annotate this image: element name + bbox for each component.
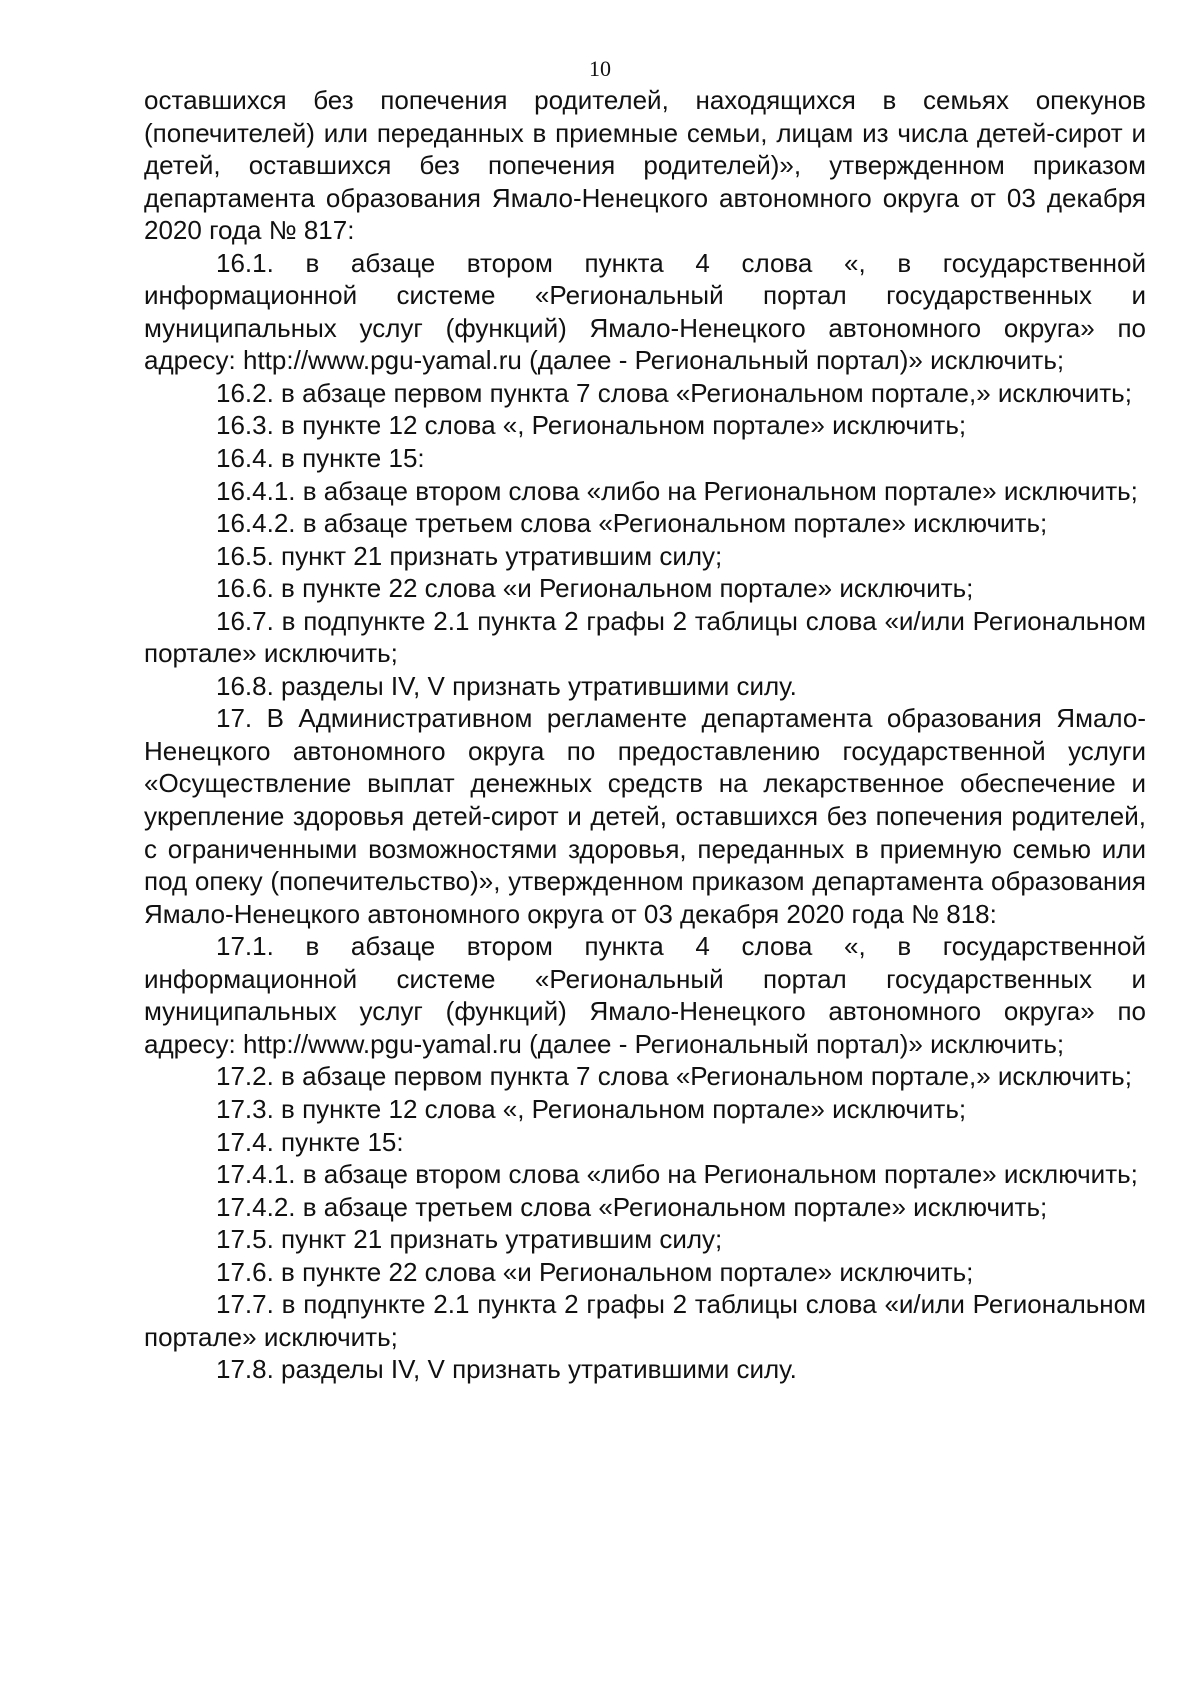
paragraph-17-1: 17.1. в абзаце втором пункта 4 слова «, в государственной информационной системе «Региональный портал государственных и муниципальных услуг (функций) Ямало-Ненецкого автономного округа» по адресу: http://www.pgu-yamal.ru (далее - Региональный портал)» исключить;: [144, 931, 1146, 1059]
paragraph-16-4: 16.4. в пункте 15:: [216, 443, 425, 474]
page-number: 10: [589, 56, 611, 81]
paragraph-16-5: 16.5. пункт 21 признать утратившим силу;: [216, 540, 723, 571]
paragraph-16-1: 16.1. в абзаце втором пункта 4 слова «, в государственной информационной системе «Региональный портал государственных и муниципальных услуг (функций) Ямало-Ненецкого автономного округа» по адресу: http://www.pgu-yamal.ru (далее - Региональный портал)» исключить;: [144, 247, 1146, 376]
paragraph-16-7: 16.7. в подпункте 2.1 пункта 2 графы 2 таблицы слова «и/или Региональном портале» исключить;: [144, 605, 1146, 669]
document-body: [144, 84, 1146, 1386]
paragraph-16-4-1: 16.4.1. в абзаце втором слова «либо на Региональном портале» исключить;: [216, 475, 1138, 506]
paragraph-17-3: 17.3. в пункте 12 слова «, Региональном портале» исключить;: [216, 1093, 967, 1124]
paragraph-17-6: 17.6. в пункте 22 слова «и Региональном портале» исключить;: [216, 1256, 974, 1287]
paragraph-17: 17. В Административном регламенте департамента образования Ямало-Ненецкого автономного округа по предоставлению государственной услуги «Осуществление выплат денежных средств на лекарственное обеспечение и укрепление здоровья детей-сирот и детей, оставшихся без попечения родителей, с ограниченными возможностями здоровья, переданных в приемную семью или под опеку (попечительство)», утвержденном приказом департамента образования Ямало-Ненецкого автономного округа от 03 декабря 2020 года № 818:: [144, 703, 1146, 929]
paragraph-17-4: 17.4. пункте 15:: [216, 1126, 404, 1157]
paragraph-17-7: 17.7. в подпункте 2.1 пункта 2 графы 2 таблицы слова «и/или Региональном портале» исключить;: [144, 1289, 1146, 1352]
paragraph-continuation: оставшихся без попечения родителей, находящихся в семьях опекунов (попечителей) или переданных в приемные семьи, лицам из числа детей-сирот и детей, оставшихся без попечения родителей)», утвержденном приказом департамента образования Ямало-Ненецкого автономного округа от 03 декабря 2020 года № 817:: [144, 85, 1146, 246]
paragraph-17-8: 17.8. разделы IV, V признать утратившими силу.: [216, 1354, 797, 1385]
paragraph-16-8: 16.8. разделы IV, V признать утратившими силу.: [216, 670, 797, 701]
paragraph-17-4-2: 17.4.2. в абзаце третьем слова «Региональном портале» исключить;: [216, 1191, 1048, 1222]
paragraph-17-5: 17.5. пункт 21 признать утратившим силу;: [216, 1224, 723, 1255]
paragraph-16-4-2: 16.4.2. в абзаце третьем слова «Региональном портале» исключить;: [216, 508, 1048, 539]
paragraph-17-2: 17.2. в абзаце первом пункта 7 слова «Региональном портале,» исключить;: [216, 1061, 1132, 1092]
paragraph-16-3: 16.3. в пункте 12 слова «, Региональном портале» исключить;: [216, 410, 967, 441]
paragraph-16-2: 16.2. в абзаце первом пункта 7 слова «Региональном портале,» исключить;: [216, 377, 1132, 408]
paragraph-16-6: 16.6. в пункте 22 слова «и Региональном портале» исключить;: [216, 573, 974, 604]
paragraph-17-4-1: 17.4.1. в абзаце втором слова «либо на Региональном портале» исключить;: [216, 1159, 1138, 1190]
